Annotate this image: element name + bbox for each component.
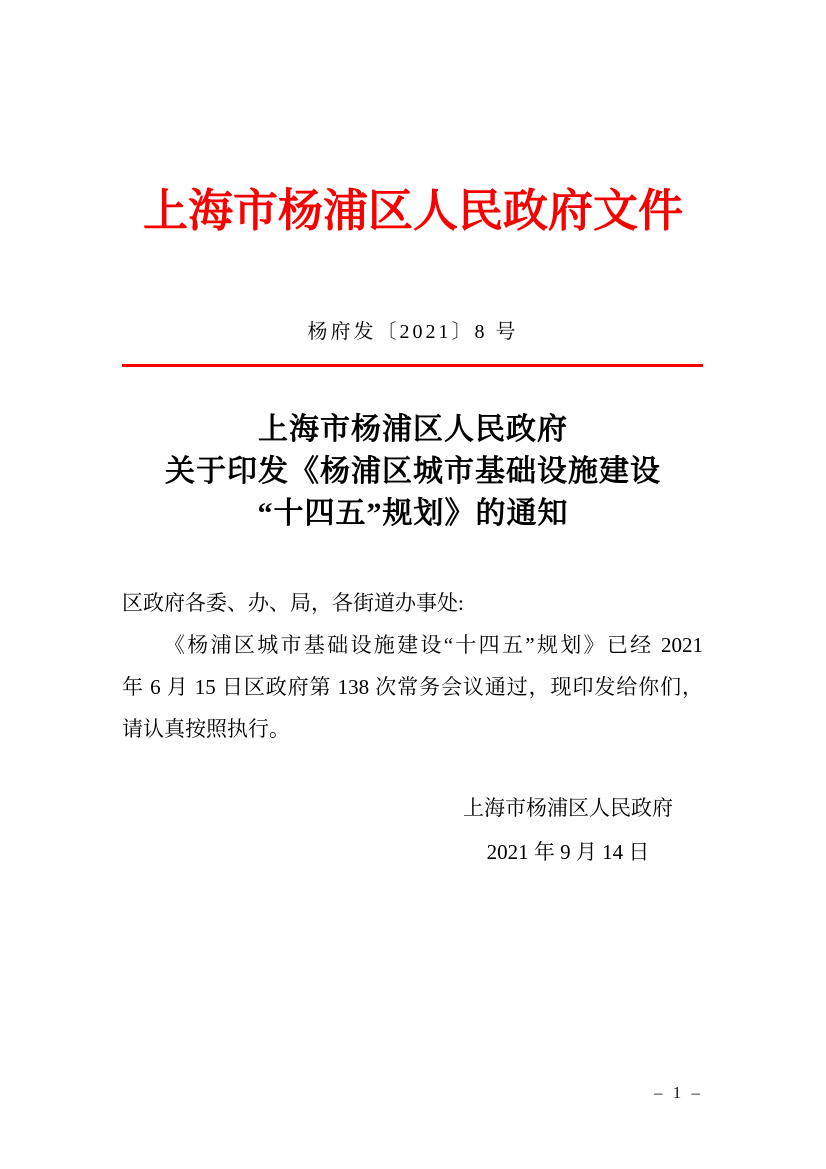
document-body xyxy=(122,582,703,750)
document-number: 杨府发〔2021〕8 号 xyxy=(307,321,519,343)
document-title-line-2: 关于印发《杨浦区城市基础设施建设 xyxy=(165,455,661,488)
body-paragraph-line-1: 《杨浦区城市基础设施建设“十四五”规划》已经 2021 xyxy=(164,633,703,657)
red-header-banner-title: 上海市杨浦区人民政府文件 xyxy=(142,186,683,236)
document-title xyxy=(0,409,826,535)
body-paragraph-line-2: 年 6 月 15 日区政府第 138 次常务会议通过，现印发给你们， xyxy=(122,675,703,699)
signature-issuer: 上海市杨浦区人民政府 xyxy=(463,796,673,820)
document-title-line-3: “十四五”规划》的通知 xyxy=(257,497,569,530)
signature-block xyxy=(463,786,673,874)
salutation-line: 区政府各委、办、局，各街道办事处: xyxy=(122,591,464,615)
header-divider-line xyxy=(122,364,703,367)
body-paragraph-line-3: 请认真按照执行。 xyxy=(122,717,290,741)
signature-date: 2021 年 9 月 14 日 xyxy=(486,840,650,864)
page-number: – 1 – xyxy=(654,1083,703,1102)
document-title-line-1: 上海市杨浦区人民政府 xyxy=(258,413,568,446)
